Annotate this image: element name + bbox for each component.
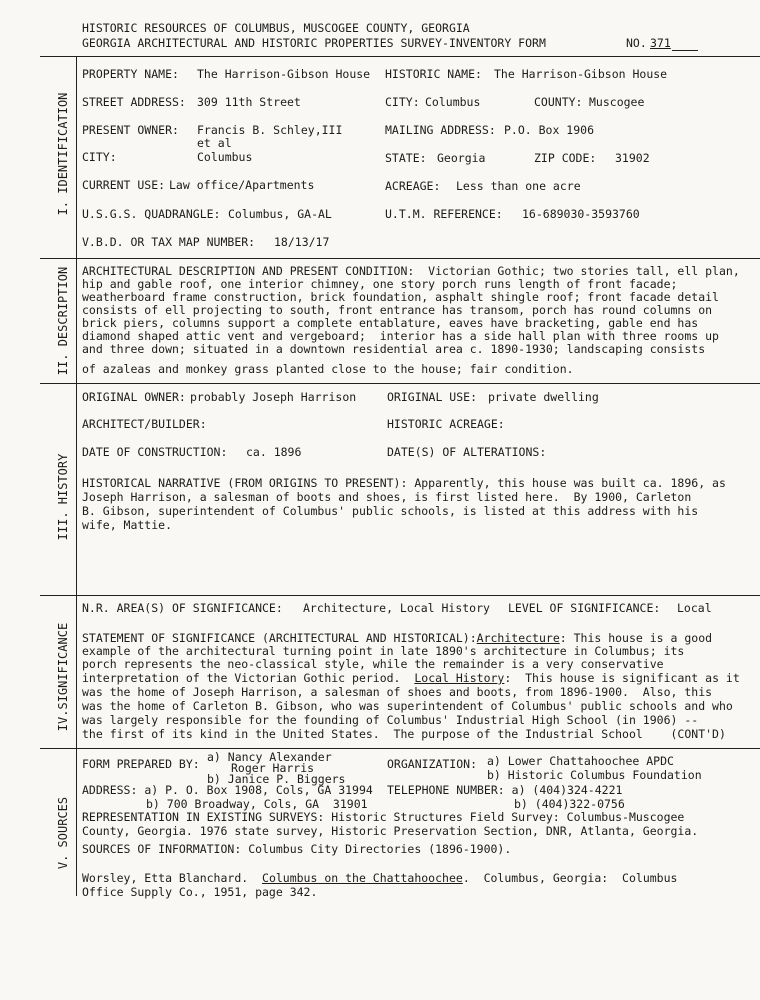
rule-after-history <box>40 595 760 596</box>
form-header-line2: GEORGIA ARCHITECTURAL AND HISTORIC PROPERTIES SURVEY-INVENTORY FORM <box>82 36 546 50</box>
description-line-5: brick piers, columns support a complete entablature, eaves have bracketing, gable end has <box>82 316 699 330</box>
narrative-line-1: HISTORICAL NARRATIVE (FROM ORIGINS TO PRESENT): Apparently, this house was built ca. 1896, as <box>82 476 726 490</box>
state-label: STATE: <box>385 151 427 165</box>
property-name-value: The Harrison-Gibson House <box>197 67 371 81</box>
significance-line-4-start: interpretation of the Victorian Gothic period. <box>82 671 415 685</box>
state-value: Georgia <box>437 151 486 165</box>
areas-significance-value: Architecture, Local History <box>303 601 490 615</box>
original-use-value: private dwelling <box>488 390 599 404</box>
representation-line-2: County, Georgia. 1976 state survey, Historic Preservation Section, DNR, Atlanta, Georgia. <box>82 824 699 838</box>
description-line-6: diamond shaped attic vent and vergeboard; interior has a side hall plan with three rooms up <box>82 329 719 343</box>
section-label-sources: V. SOURCES <box>56 796 70 870</box>
date-construction-label: DATE OF CONSTRUCTION: <box>82 445 228 459</box>
significance-line-2: example of the architectural turning point in late 1890's architecture in Columbus; its <box>82 644 685 658</box>
form-number-underline <box>672 50 698 51</box>
rule-after-significance <box>40 748 760 749</box>
address-a: a) P. O. Box 1908, Cols, GA 31994 <box>144 783 373 797</box>
date-alterations-label: DATE(S) OF ALTERATIONS: <box>387 445 547 459</box>
address-line-a <box>82 784 373 797</box>
historic-acreage-label: HISTORIC ACREAGE: <box>387 417 505 431</box>
section-divider-vertical <box>76 56 77 896</box>
significance-line-4-rest: : This house is significant as it <box>504 671 740 685</box>
section-label-significance: IV.SIGNIFICANCE <box>56 622 70 732</box>
section-label-history: III. HISTORY <box>56 453 70 541</box>
narrative-line-3: B. Gibson, superintendent of Columbus' public schools, is listed at this address with his <box>82 504 699 518</box>
mailing-address-value: P.O. Box 1906 <box>504 123 595 137</box>
owner-city-value: Columbus <box>197 150 253 164</box>
reference-line-2: Office Supply Co., 1951, page 342. <box>82 885 318 899</box>
sources-info-value: Columbus City Directories (1896-1900). <box>248 842 512 856</box>
telephone-label: TELEPHONE NUMBER: <box>387 783 505 797</box>
significance-line-8: the first of its kind in the United States. The purpose of the Industrial School (CONT'D) <box>82 727 726 741</box>
city-label: CITY: <box>385 95 420 109</box>
description-line-8: of azaleas and monkey grass planted close to the house; fair condition. <box>82 362 574 376</box>
historic-name-label: HISTORIC NAME: <box>385 67 482 81</box>
acreage-label: ACREAGE: <box>385 179 441 193</box>
prepared-by-a2: Roger Harris <box>231 761 315 775</box>
description-line-1: ARCHITECTURAL DESCRIPTION AND PRESENT CONDITION: Victorian Gothic; two stories tall, ell plan, <box>82 264 740 278</box>
narrative-line-2: Joseph Harrison, a salesman of boots and shoes, is first listed here. By 1900, Carleton <box>82 490 692 504</box>
prepared-by-a: a) Nancy Alexander <box>207 750 332 764</box>
reference-author: Worsley, Etta Blanchard. <box>82 871 263 885</box>
address-b: b) 700 Broadway, Cols, GA 31901 <box>146 797 368 811</box>
usgs-quadrangle-value: Columbus, GA-AL <box>228 207 332 221</box>
areas-significance-label: N.R. AREA(S) OF SIGNIFICANCE: <box>82 601 283 615</box>
prepared-by-b: b) Janice P. Biggers <box>207 772 346 786</box>
form-header-line1: HISTORIC RESOURCES OF COLUMBUS, MUSCOGEE COUNTY, GEORGIA <box>82 21 470 35</box>
utm-reference-value: 16-689030-3593760 <box>522 207 640 221</box>
description-line-3: weatherboard frame construction, brick foundation, asphalt shingle roof; front facade detail <box>82 290 719 304</box>
historic-name-value: The Harrison-Gibson House <box>494 67 668 81</box>
architecture-heading: Architecture <box>476 631 560 645</box>
mailing-address-label: MAILING ADDRESS: <box>385 123 496 137</box>
county-value: Muscogee <box>589 95 645 109</box>
usgs-quadrangle-label: U.S.G.S. QUADRANGLE: <box>82 207 221 221</box>
organization-b: b) Historic Columbus Foundation <box>487 768 702 782</box>
acreage-value: Less than one acre <box>456 179 581 193</box>
present-owner-label: PRESENT OWNER: <box>82 123 179 137</box>
telephone-line-a <box>387 784 622 797</box>
reference-title: Columbus on the Chattahoochee <box>262 871 463 885</box>
present-owner-line1: Francis B. Schley,III <box>197 123 343 137</box>
level-significance-label: LEVEL OF SIGNIFICANCE: <box>508 601 661 615</box>
original-owner-value: probably Joseph Harrison <box>190 390 357 404</box>
street-address-value: 309 11th Street <box>197 95 301 109</box>
utm-reference-label: U.T.M. REFERENCE: <box>385 207 503 221</box>
significance-line-4 <box>82 672 740 685</box>
address-label: ADDRESS: <box>82 783 138 797</box>
significance-line-1-rest: : This house is a good <box>559 631 713 645</box>
owner-city-label: CITY: <box>82 150 117 164</box>
original-owner-label: ORIGINAL OWNER: <box>82 390 186 404</box>
description-line-4: consists of ell projecting to south, front entrance has transom, porch has round columns on <box>82 303 713 317</box>
narrative-line-4: wife, Mattie. <box>82 518 173 532</box>
representation-line-1: REPRESENTATION IN EXISTING SURVEYS: Historic Structures Field Survey: Columbus-Muscogee <box>82 810 685 824</box>
present-owner-line2: et al <box>197 136 232 150</box>
current-use-value: Law office/Apartments <box>169 178 315 192</box>
organization-a: a) Lower Chattahoochee APDC <box>487 754 674 768</box>
property-name-label: PROPERTY NAME: <box>82 67 179 81</box>
form-number-label: NO. <box>626 36 647 50</box>
rule-after-identification <box>40 258 760 259</box>
original-use-label: ORIGINAL USE: <box>387 390 478 404</box>
description-line-2: hip and gable roof, one interior chimney, one story porch runs length of front facade; <box>82 277 678 291</box>
significance-line-5: was the home of Joseph Harrison, a salesman of shoes and boots, from 1896-1900. Also, this <box>82 685 713 699</box>
level-significance-value: Local <box>677 601 712 615</box>
tax-map-label: V.B.D. OR TAX MAP NUMBER: <box>82 235 256 249</box>
current-use-label: CURRENT USE: <box>82 178 166 192</box>
zip-code-value: 31902 <box>615 151 650 165</box>
significance-line-6: was the home of Carleton B. Gibson, who was superintendent of Columbus' public schools and who <box>82 699 733 713</box>
local-history-heading: Local History <box>414 671 505 685</box>
sources-info-label: SOURCES OF INFORMATION: <box>82 842 242 856</box>
date-construction-value: ca. 1896 <box>246 445 302 459</box>
form-number: 371 <box>650 36 671 50</box>
rule-after-description <box>40 383 760 384</box>
organization-label: ORGANIZATION: <box>387 757 478 771</box>
county-label: COUNTY: <box>534 95 583 109</box>
sources-info-line <box>82 843 511 856</box>
significance-line-7: was largely responsible for the founding of Columbus' Industrial High School (in 1906) -- <box>82 713 699 727</box>
significance-line-3: porch represents the neo-classical style, while the remainder is a very conservative <box>82 657 664 671</box>
description-line-7: and three down; situated in a downtown residential area c. 1890-1930; landscaping consists <box>82 342 706 356</box>
section-label-identification: I. IDENTIFICATION <box>56 92 70 216</box>
reference-line-1 <box>82 872 677 885</box>
reference-rest: . Columbus, Georgia: Columbus <box>462 871 678 885</box>
top-rule <box>40 56 760 57</box>
city-value: Columbus <box>425 95 481 109</box>
street-address-label: STREET ADDRESS: <box>82 95 186 109</box>
telephone-b: b) (404)322-0756 <box>514 797 625 811</box>
statement-label: STATEMENT OF SIGNIFICANCE (ARCHITECTURAL AND HISTORICAL): <box>82 631 477 645</box>
zip-code-label: ZIP CODE: <box>534 151 597 165</box>
architect-builder-label: ARCHITECT/BUILDER: <box>82 417 207 431</box>
form-prepared-by-label: FORM PREPARED BY: <box>82 757 200 771</box>
telephone-a: a) (404)324-4221 <box>511 783 623 797</box>
tax-map-value: 18/13/17 <box>274 235 330 249</box>
section-label-description: II. DESCRIPTION <box>56 266 70 376</box>
